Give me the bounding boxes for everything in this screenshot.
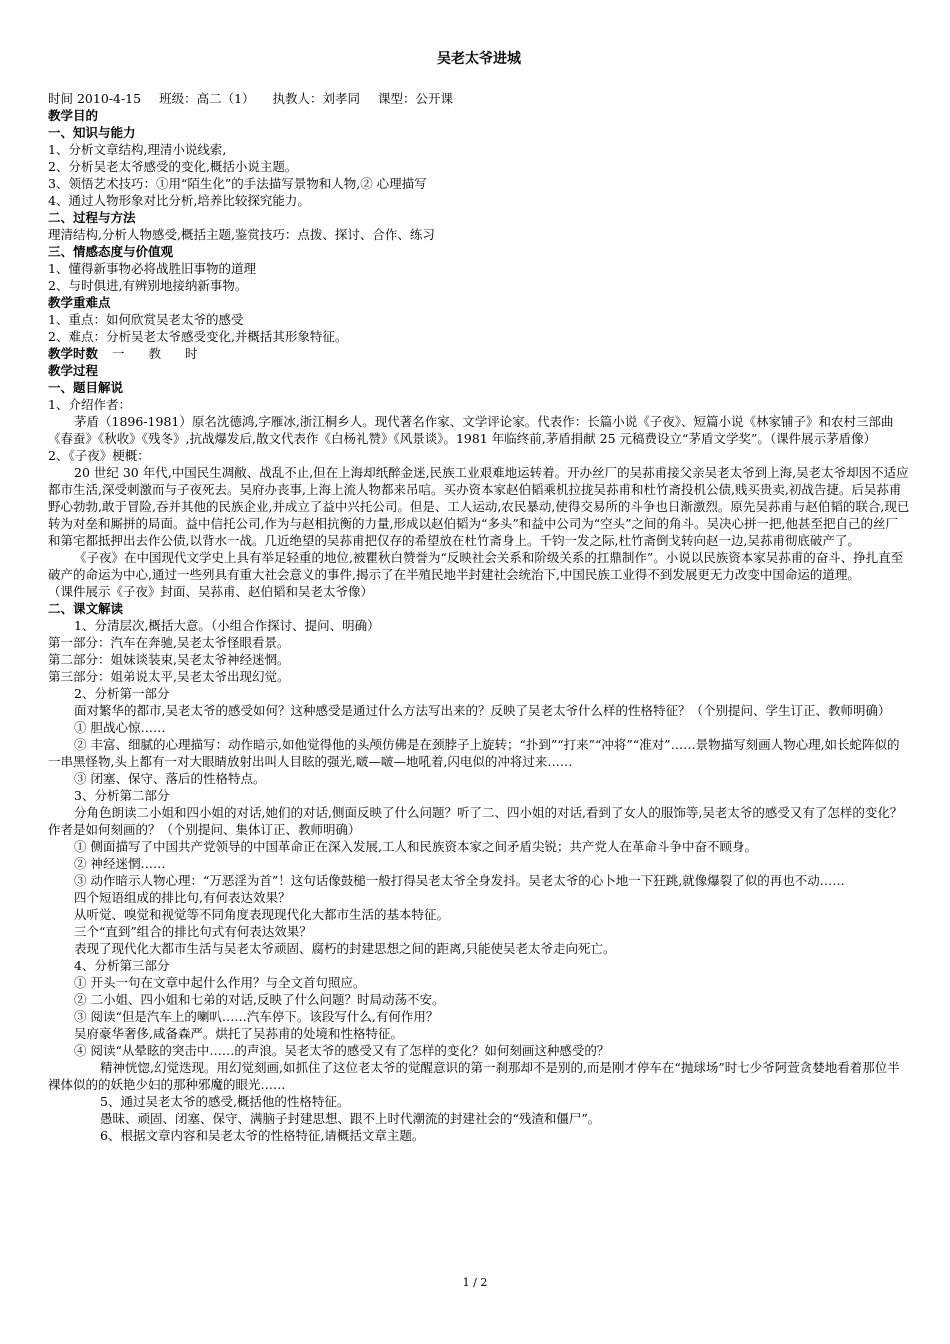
p2-step4: 4、分析第三部分 xyxy=(74,958,170,973)
hours-value: 一 教 时 xyxy=(112,346,208,361)
p2-step6: 6、根据文章内容和吴老太爷的性格特征,请概括文章主题。 xyxy=(100,1128,425,1143)
key-heading: 教学重难点 xyxy=(48,295,111,310)
page-number: 1 / 2 xyxy=(462,1276,488,1289)
goal-item: 2、与时俱进,有辨别地接纳新事物。 xyxy=(48,278,248,293)
key-item: 1、重点：如何欣赏吴老太爷的感受 xyxy=(48,312,244,327)
part-item: 第一部分：汽车在奔驰,吴老太爷怪眼看景。 xyxy=(48,635,290,650)
extra-item: 表现了现代化大都市生活与吴老太爷顽固、腐朽的封建思想之间的距离,只能使吴老太爷走向死亡。 xyxy=(74,941,616,956)
p1-author-paragraph: 茅盾（1896-1981）原名沈德鸿,字雁冰,浙江桐乡人。现代著名作家、文学评论家。代表作：长篇小说《子夜》、短篇小说《林家铺子》和农村三部曲《春蚕》《秋收》《残冬》,抗战爆发后,散文代表作《白杨礼赞》《风景谈》。1981 年临终前,茅盾捐献 25 元稿费设立“茅盾文学奖”。（课件展示茅盾像） xyxy=(48,414,894,446)
goal-item: 4、通过人物形象对比分析,培养比较探究能力。 xyxy=(48,193,310,208)
lesson-meta xyxy=(48,90,910,107)
p1-intro: 1、介绍作者： xyxy=(48,397,131,412)
key-item: 2、难点：分析吴老太爷感受变化,并概括其形象特征。 xyxy=(48,329,348,344)
process-heading: 教学过程 xyxy=(48,363,99,378)
answer-item: ③ 动作暗示人物心理：“万恶淫为首”！这句话像鼓槌一般打得吴老太爷全身发抖。吴老太爷的心卜地一下狂跳,就像爆裂了似的再也不动…… xyxy=(74,873,845,888)
p2-step5-answer: 愚昧、顽固、闭塞、保守、满脑子封建思想、跟不上时代潮流的封建社会的“残渣和僵尸”。 xyxy=(100,1111,601,1126)
answer-item: ④ 阅读“从晕眩的突击中……的声浪。吴老太爷的感受又有了怎样的变化？如何刻画这种感受的？ xyxy=(74,1043,610,1058)
part-item: 第二部分：姐妹谈装束,吴老太爷神经迷惘。 xyxy=(48,652,290,667)
goals-s2-heading: 二、过程与方法 xyxy=(48,210,136,225)
p2-step2-question: 面对繁华的都市,吴老太爷的感受如何？这种感受是通过什么方法写出来的？反映了吴老太爷什么样的性格特征？（个别提问、学生订正、教师明确） xyxy=(74,703,891,718)
p2-step5: 5、通过吴老太爷的感受,概括他的性格特征。 xyxy=(100,1094,350,1109)
extra-item: 从听觉、嗅觉和视觉等不同角度表现现代化大都市生活的基本特征。 xyxy=(74,907,450,922)
hours-label: 教学时数 xyxy=(48,346,99,361)
answer-item: 吴府豪华奢侈,咸备森严。烘托了吴荪甫的处境和性格特征。 xyxy=(74,1026,403,1041)
extra-item: 三个“直到”组合的排比句式有何表达效果？ xyxy=(74,924,312,939)
meta-teacher: 执教人：刘孝同 xyxy=(272,91,361,106)
p2-step4-answer: 精神恍惚,幻觉迭现。用幻觉刻画,如抓住了这位老太爷的觉醒意识的第一刹那却不是别的,而是刚才停车在“抛球场”时七少爷阿萱贪婪地看着那位半裸体似的的妖艳少妇的那种邪魔的眼光…… xyxy=(48,1060,900,1092)
part-item: 第三部分：姐弟说太平,吴老太爷出现幻觉。 xyxy=(48,669,290,684)
goal-item: 2、分析吴老太爷感受的变化,概括小说主题。 xyxy=(48,159,298,174)
p2-step3-question: 分角色朗读二小姐和四小姐的对话,她们的对话,侧面反映了什么问题？听了二、四小姐的对话,看到了女人的服饰等,吴老太爷的感受又有了怎样的变化？作者是如何刻画的？（个别提问、集体订正、教师明确） xyxy=(48,805,903,837)
goals-s3-heading: 三、情感态度与价值观 xyxy=(48,244,174,259)
goal-item: 1、分析文章结构,理清小说线索, xyxy=(48,142,227,157)
p1-summary-paragraph: 20 世纪 30 年代,中国民生凋敝、战乱不止,但在上海却纸醉金迷,民族工业艰难地运转着。开办丝厂的吴荪甫接父亲吴老太爷到上海,吴老太爷却因不适应都市生活,深受刺激而与子夜死去。吴府办丧事,上海上流人物都来吊唁。买办资本家赵伯韬乘机拉拢吴荪甫和杜竹斋投机公债,贱买贵卖,初战告捷。后吴荪甫野心勃勃,敢于冒险,吞并其他的民族企业,并成立了益中兴托公司。但是、工人运动,农民暴动,使得交易所的斗争也日渐激烈。原先吴荪甫与赵伯韬的联合,现已转为对垒和厮拼的局面。益中信托公司,作为与赵相抗衡的力量,形成以赵伯韬为“多头”和益中公司为“空头”之间的角斗。吴决心拼一把,他甚至把自己的丝厂和第宅都抵押出去作公债,以背水一战。几近绝望的吴荪甫把仅存的希望放在杜竹斋身上。千钧一发之际,杜竹斋倒戈转向赵一边,吴荪甫彻底破产了。 xyxy=(48,465,910,548)
p2-heading: 二、课文解读 xyxy=(48,601,124,616)
p1-show-note: （课件展示《子夜》封面、吴荪甫、赵伯韬和吴老太爷像） xyxy=(48,584,374,599)
goals-s1-heading: 一、知识与能力 xyxy=(48,125,136,140)
answer-item: ③ 阅读“但是汽车上的喇叭……汽车停下。该段写什么,有何作用？ xyxy=(74,1009,439,1024)
goals-s2-text: 理清结构,分析人物感受,概括主题,鉴赏技巧：点拨、探讨、合作、练习 xyxy=(48,227,435,242)
p2-step2: 2、分析第一部分 xyxy=(74,686,170,701)
p1-heading: 一、题目解说 xyxy=(48,380,124,395)
answer-item: ② 神经迷惘…… xyxy=(74,856,166,871)
meta-time: 时间 2010-4-15 xyxy=(48,91,142,106)
p2-step1: 1、分清层次,概括大意。（小组合作探讨、提问、明确） xyxy=(74,618,380,633)
answer-item: ① 开头一句在文章中起什么作用？与全文首句照应。 xyxy=(74,975,366,990)
answer-item: ① 侧面描写了中国共产党领导的中国革命正在深入发展,工人和民族资本家之间矛盾尖锐；共产党人在革命斗争中奋不顾身。 xyxy=(74,839,757,854)
extra-item: 四个短语组成的排比句,有何表达效果？ xyxy=(74,890,291,905)
hours-line xyxy=(48,345,910,362)
goals-heading: 教学目的 xyxy=(48,108,99,123)
p1-summary-label: 2、《子夜》梗概： xyxy=(48,448,150,463)
goal-item: 3、领悟艺术技巧：①用“陌生化”的手法描写景物和人物,② 心理描写 xyxy=(48,176,427,191)
document-page xyxy=(48,50,910,1144)
p2-step3: 3、分析第二部分 xyxy=(74,788,170,803)
page-title: 吴老太爷进城 xyxy=(437,51,521,67)
answer-item: ③ 闭塞、保守、落后的性格特点。 xyxy=(74,771,266,786)
answer-item: ② 二小姐、四小姐和七弟的对话,反映了什么问题？时局动荡不安。 xyxy=(74,992,445,1007)
meta-class: 班级：高二（1） xyxy=(159,91,255,106)
answer-item: ① 胆战心惊…… xyxy=(74,720,166,735)
goal-item: 1、懂得新事物必将战胜旧事物的道理 xyxy=(48,261,256,276)
meta-type: 课型：公开课 xyxy=(378,91,454,106)
answer-item: ② 丰富、细腻的心理描写：动作暗示,如他觉得他的头颅仿佛是在颈脖子上旋转；“扑到”“打来”“冲将”“准对”……景物描写刻画人物心理,如长蛇阵似的一串黑怪物,头上都有一对大眼睛放射出叫人目眩的强光,啵—啵—地吼着,闪电似的冲将过来…… xyxy=(48,737,900,769)
p1-value-paragraph: 《子夜》在中国现代文学史上具有举足轻重的地位,被瞿秋白赞誉为“反映社会关系和阶级关系的扛鼎制作”。小说以民族资本家吴荪甫的奋斗、挣扎直至破产的命运为中心,通过一些列具有重大社会意义的事件,揭示了在半殖民地半封建社会统治下,中国民族工业得不到发展更无力改变中国命运的道理。 xyxy=(48,550,904,582)
